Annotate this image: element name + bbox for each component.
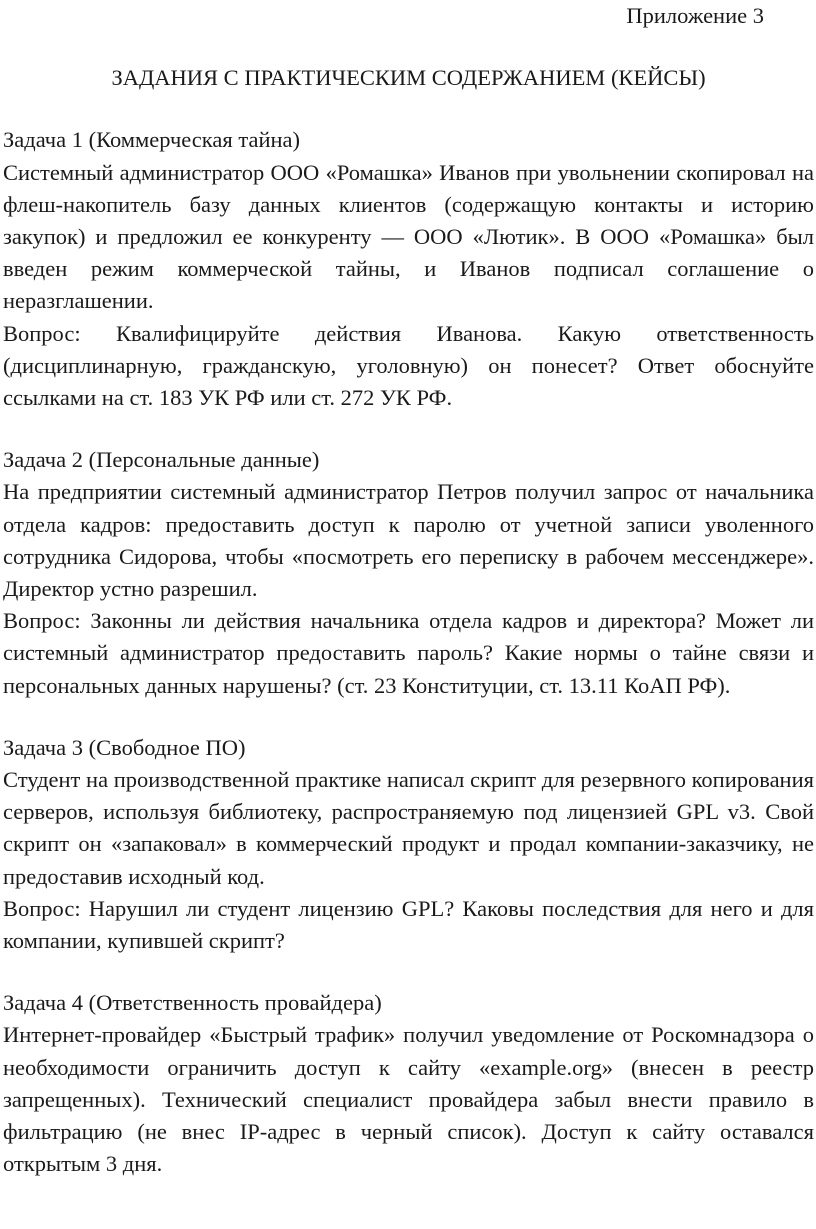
task-description: Студент на производственной практике написал скрипт для резервного копирования серверов, используя библиотеку, распространяемую под лицензией GPL v3. Свой скрипт он «запаковал» в коммерческий продукт и продал компании-заказчику, не предоставив исходный код. — [3, 767, 814, 889]
document-title: ЗАДАНИЯ С ПРАКТИЧЕСКИМ СОДЕРЖАНИЕМ (КЕЙСЫ) — [111, 65, 706, 91]
task-2 — [3, 444, 814, 702]
task-heading: Задача 2 (Персональные данные) — [3, 447, 320, 473]
task-heading: Задача 1 (Коммерческая тайна) — [3, 127, 301, 153]
task-1 — [3, 124, 814, 414]
task-question: Вопрос: Квалифицируйте действия Иванова. Какую ответственность (дисциплинарную, гражданскую, уголовную) он понесет? Ответ обоснуйте ссылками на ст. 183 УК РФ или ст. 272 УК РФ. — [3, 320, 814, 411]
task-question: Вопрос: Законны ли действия начальника отдела кадров и директора? Может ли системный администратор предоставить пароль? Какие нормы о тайне связи и персональных данных нарушены? (ст. 23 Конституции, ст. 13.11 КоАП РФ). — [3, 608, 814, 698]
task-question: Вопрос: Нарушил ли студент лицензию GPL? Каковы последствия для него и для компании, купившей скрипт? — [3, 895, 814, 954]
task-description: Интернет-провайдер «Быстрый трафик» получил уведомление от Роскомнадзора о необходимости ограничить доступ к сайту «example.org» (внесен в реестр запрещенных). Технический специалист провайдера забыл внести правило в фильтрацию (не внес IP-адрес в черный список). Доступ к сайту оставался открытым 3 дня. — [3, 1022, 814, 1177]
task-heading: Задача 4 (Ответственность провайдера) — [3, 990, 382, 1016]
task-description: Системный администратор ООО «Ромашка» Иванов при увольнении скопировал на флеш-накопитель базу данных клиентов (содержащую контакты и историю закупок) и предложил ее конкуренту — ООО «Лютик». В ООО «Ромашка» был введен режим коммерческой тайны, и Иванов подписал соглашение о неразглашении. — [3, 159, 814, 314]
task-heading: Задача 3 (Свободное ПО) — [3, 734, 246, 760]
task-description: На предприятии системный администратор Петров получил запрос от начальника отдела кадров: предоставить доступ к паролю от учетной записи уволенного сотрудника Сидорова, чтобы «посмотреть его переписку в рабочем мессенджере». Директор устно разрешил. — [3, 479, 814, 602]
task-4 — [3, 987, 814, 1180]
task-3 — [3, 732, 814, 957]
appendix-label: Приложение 3 — [626, 3, 764, 28]
